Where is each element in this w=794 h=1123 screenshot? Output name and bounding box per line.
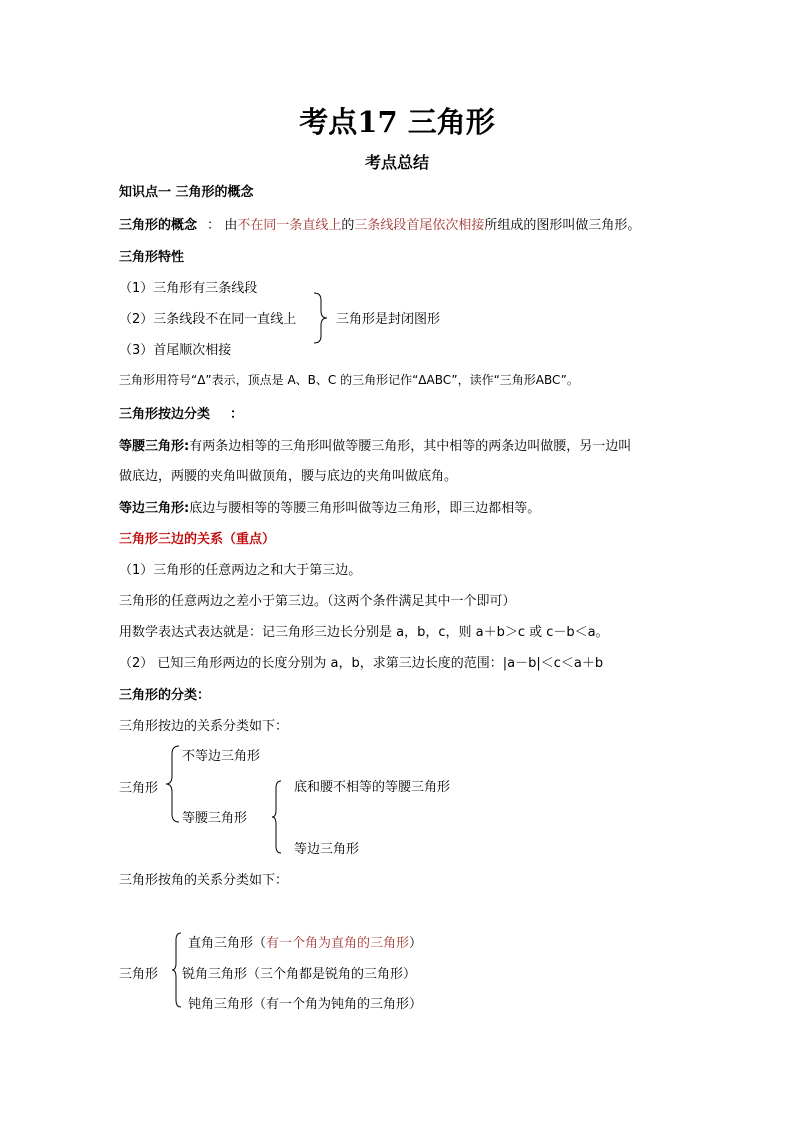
features-brace-icon (312, 292, 328, 344)
by-angle-root: 三角形 (119, 967, 159, 982)
definition-mid: 的 (341, 218, 355, 233)
features-conclusion: 三角形是封闭图形 (336, 312, 441, 327)
right-triangle-paren-open: （ (253, 936, 267, 951)
obtuse-triangle: 钝角三角形（有一个角为钝角的三角形） (188, 997, 423, 1012)
side-classification-heading (119, 403, 243, 422)
feature-item: （3）首尾顺次相接 (119, 343, 232, 358)
isosceles-triangle: 等腰三角形 (182, 811, 248, 826)
side-classification-colon: ： (230, 407, 244, 422)
by-side-intro: 三角形按边的关系分类如下： (119, 719, 289, 734)
page-title: 考点17 三角形 (299, 105, 495, 139)
by-angle-intro: 三角形按角的关系分类如下： (119, 873, 289, 888)
definition-label: 三角形的概念 (119, 218, 198, 233)
definition-highlight-2: 三条线段首尾依次相接 (354, 218, 485, 233)
scalene-triangle: 不等边三角形 (182, 749, 261, 764)
relation-line: （2） 已知三角形两边的长度分别为 a，b，求第三边长度的范围：|a－b|＜c＜a＋b (119, 656, 604, 671)
section-heading: 知识点一 三角形的概念 (119, 185, 254, 200)
relation-line: 用数学表达式表达就是：记三角形三边长分别是 a，b，c，则 a＋b＞c 或 c－b＜a。 (119, 625, 609, 640)
by-angle-brace-icon (172, 932, 182, 1008)
relation-line: 三角形的任意两边之差小于第三边。（这两个条件满足其中一个即可） (119, 594, 516, 609)
acute-triangle: 锐角三角形（三个角都是锐角的三角形） (182, 967, 417, 982)
isosceles-non-equal: 底和腰不相等的等腰三角形 (294, 780, 451, 795)
isosceles-brace-icon (272, 780, 282, 854)
definition-highlight-1: 不在同一条直线上 (237, 218, 342, 233)
equilateral-label: 等边三角形: (119, 501, 190, 516)
isosceles-text-1: 有两条边相等的三角形叫做等腰三角形，其中相等的两条边叫做腰，另一边叫 (189, 439, 632, 454)
page-subtitle: 考点总结 (364, 153, 429, 172)
equilateral-triangle: 等边三角形 (294, 842, 360, 857)
right-triangle-paren-close: ） (409, 936, 423, 951)
by-side-brace-icon (166, 745, 180, 823)
isosceles-label: 等腰三角形: (119, 439, 190, 454)
isosceles-definition-cont: 做底边，两腰的夹角叫做顶角，腰与底边的夹角叫做底角。 (119, 469, 458, 484)
side-classification-label: 三角形按边分类 (119, 407, 211, 422)
right-triangle-desc: 有一个角为直角的三角形 (266, 936, 410, 951)
definition-pre: 由 (224, 218, 238, 233)
right-triangle-name: 直角三角形 (188, 936, 254, 951)
notation-text: 三角形用符号“Δ”表示，顶点是 A、B、C 的三角形记作“ΔABC”，读作“三角形ABC”。 (119, 373, 579, 387)
definition-post: 所组成的图形叫做三角形。 (484, 218, 641, 233)
classification-heading: 三角形的分类： (119, 688, 211, 703)
relation-heading: 三角形三边的关系（重点） (119, 532, 276, 547)
feature-item: （1）三角形有三条线段 (119, 281, 258, 296)
features-heading: 三角形特性 (119, 250, 185, 265)
equilateral-text: 底边与腰相等的等腰三角形叫做等边三角形，即三边都相等。 (189, 501, 541, 516)
equilateral-definition (119, 497, 540, 516)
feature-item: （2）三条线段不在同一直线上 (119, 312, 297, 327)
relation-line: （1）三角形的任意两边之和大于第三边。 (119, 563, 362, 578)
definition-colon: ： (207, 218, 221, 233)
right-triangle (188, 932, 422, 951)
definition-paragraph (119, 214, 640, 233)
isosceles-definition (119, 435, 631, 454)
by-side-root: 三角形 (119, 781, 159, 796)
